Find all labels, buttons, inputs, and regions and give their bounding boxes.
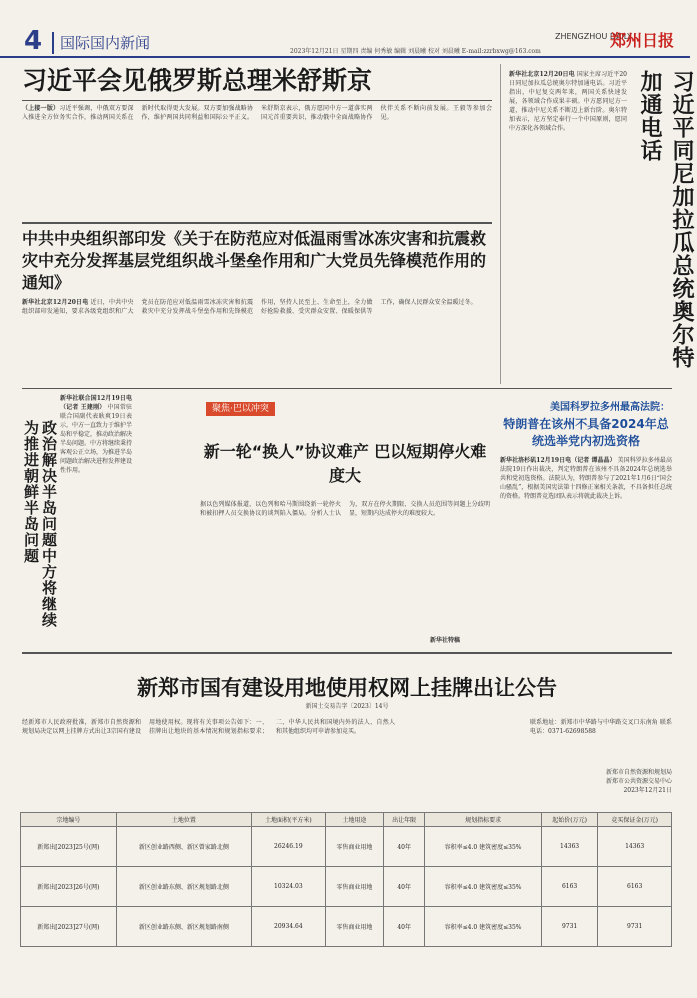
table-header: 出让年限 xyxy=(384,813,425,827)
table-row xyxy=(21,907,672,947)
feature-source: 新华社特稿 xyxy=(430,637,461,644)
section-name: 国际国内新闻 xyxy=(52,32,210,54)
us-story-body xyxy=(500,456,672,644)
table-header: 土地用途 xyxy=(325,813,383,827)
article2-dateline: 新华社北京12月20日电 xyxy=(22,299,89,306)
divider xyxy=(22,652,672,654)
land-notice-subhead: 新国土交易告字〔2023〕14号 xyxy=(305,703,389,710)
table-cell: 零售商业用地 xyxy=(325,827,383,867)
header-divider xyxy=(0,56,690,58)
lead-headline: 习近平会见俄罗斯总理米舒斯京 xyxy=(22,66,373,95)
table-cell: 20934.64 xyxy=(252,907,326,947)
table-cell: 9731 xyxy=(598,907,672,947)
page-number: 4 xyxy=(24,26,43,56)
vertical-story-title: 政治解决半岛问题中方将继续为推进朝鲜半岛问题 xyxy=(22,420,58,628)
sidebar-story xyxy=(500,64,694,384)
page-header xyxy=(0,0,690,58)
table-cell: 零售商业用地 xyxy=(325,867,383,907)
feature-headline: 新一轮“换人”协议难产 巴以短期停火难度大 xyxy=(203,442,487,485)
sidebar-title: 习近平同尼加拉瓜总统奥尔特加通电话 xyxy=(637,70,694,369)
brand-english: ZHENGZHOU DAILY xyxy=(555,32,633,41)
us-story-kicker: 美国科罗拉多州最高法院： xyxy=(550,402,670,413)
land-notice-headline: 新郑市国有建设用地使用权网上挂牌出让公告 xyxy=(137,676,557,700)
sidebar-dateline: 新华社北京12月20日电 xyxy=(509,71,575,78)
us-story-dateline: 新华社洛杉矶12月19日电（记者 谭晶晶） xyxy=(500,457,616,464)
land-notice-body: 经新郑市人民政府批准，新郑市自然资源和规划局决定以网上挂牌方式出让3宗国有建设用地使用权。现将有关事项公告如下：一、挂牌出让地块的基本情况和规划指标要求；二、中华人民共和国境内外的法人、自然人和其他组织均可申请参加竞买。 xyxy=(22,719,395,735)
divider xyxy=(22,100,492,101)
table-header: 规划指标要求 xyxy=(425,813,542,827)
table-cell: 40年 xyxy=(384,907,425,947)
table-cell: 26246.19 xyxy=(252,827,326,867)
article2-text: 近日，中共中央组织部印发通知，要求各级党组织和广大党员在防范应对低温雨雪冰冻灾害和抗震救灾中充分发挥战斗堡垒作用和先锋模范作用，坚持人民至上、生命至上，全力做好抢险救援、受灾群众安置、保暖保供等工作，确保人民群众安全温暖过冬。 xyxy=(22,299,477,315)
table-cell: 6163 xyxy=(598,867,672,907)
article2-body xyxy=(22,298,492,382)
table-cell: 容积率≤4.0 建筑密度≤35% xyxy=(425,867,542,907)
table-header: 起始价(万元) xyxy=(541,813,598,827)
table-cell: 新区创业路东侧、新区规划路北侧 xyxy=(116,867,251,907)
article2-headline: 中共中央组织部印发《关于在防范应对低温雨雪冰冻灾害和抗震救灾中充分发挥基层党组织战斗堡垒作用和广大党员先锋模范作用的通知》 xyxy=(22,229,487,292)
table-header-row xyxy=(21,813,672,827)
table-row xyxy=(21,867,672,907)
table-cell: 容积率≤4.0 建筑密度≤35% xyxy=(425,907,542,947)
vertical-story-dateline: 新华社联合国12月19日电（记者 王建刚） xyxy=(60,395,132,411)
table-header: 宗地编号 xyxy=(21,813,117,827)
vertical-story-text: 中国常驻联合国副代表耿爽19日表示，中方一直致力于维护半岛和平稳定，推动政治解决半岛问题。中方将继续秉持客观公正立场，为推进半岛问题政治解决进程发挥建设性作用。 xyxy=(60,404,133,474)
us-story-headline: 特朗普在该州不具备2024年总统选举党内初选资格 xyxy=(503,417,669,448)
sidebar-text: 国家主席习近平20日同尼加拉瓜总统奥尔特加通电话。习近平指出，中尼复交两年来，两国关系快速发展，各领域合作成果丰硕。中方愿同尼方一道，推动中尼关系不断迈上新台阶。奥尔特加表示，尼方坚定奉行一个中国原则，愿同中方深化各领域合作。 xyxy=(509,71,627,132)
table-cell: 新郑出[2023]25号(网) xyxy=(21,827,117,867)
table-cell: 40年 xyxy=(384,827,425,867)
lead-label: （上接一版） xyxy=(22,105,60,112)
divider xyxy=(22,222,492,224)
vertical-story-body xyxy=(60,394,132,644)
table-cell: 40年 xyxy=(384,867,425,907)
lead-body xyxy=(22,104,492,214)
table-cell: 容积率≤4.0 建筑密度≤35% xyxy=(425,827,542,867)
table-cell: 新郑出[2023]27号(网) xyxy=(21,907,117,947)
table-header: 竞买保证金(万元) xyxy=(598,813,672,827)
table-cell: 10324.03 xyxy=(252,867,326,907)
lead-text: 习近平强调，中俄双方要深入推进全方位务实合作，推动两国关系在新时代取得更大发展。双方要加强战略协作，维护两国共同利益和国际公平正义。米舒斯京表示，俄方愿同中方一道落实两国元首重要共识，推动俄中全面战略协作伙伴关系不断向前发展。王毅等参加会见。 xyxy=(22,105,492,121)
table-header: 土地面积(平方米) xyxy=(252,813,326,827)
brand-logo: 郑州日报 xyxy=(610,31,675,50)
table-cell: 14363 xyxy=(598,827,672,867)
table-cell: 零售商业用地 xyxy=(325,907,383,947)
us-story-text: 美国科罗拉多州最高法院19日作出裁决，判定特朗普在该州不具备2024年总统选举共和党初选资格。法院认为，特朗普参与了2021年1月6日“国会山骚乱”，根据美国宪法第十四修正案相关条款，不具备担任总统的资格。特朗普竞选团队表示将就此裁决上诉。 xyxy=(500,457,672,500)
divider xyxy=(22,388,672,389)
table-cell: 6163 xyxy=(541,867,598,907)
land-notice-signoff: 新郑市自然资源和规划局 新郑市公共资源交易中心 2023年12月21日 xyxy=(605,769,672,794)
header-info: 2023年12月21日 星期四 责编 何秀敏 编辑 刘晨曦 校对 刘晨曦 E-mail:zzrbxwg@163.com xyxy=(290,48,541,55)
table-cell: 9731 xyxy=(541,907,598,947)
table-cell: 新郑出[2023]26号(网) xyxy=(21,867,117,907)
sidebar-body xyxy=(509,70,627,380)
table-header: 土地位置 xyxy=(116,813,251,827)
table-row xyxy=(21,827,672,867)
feature-body: 据以色列媒体报道，以色列和哈马斯围绕新一轮停火和被扣押人员交换协议的谈判陷入僵局。分析人士认为，双方在停火期限、交换人员范围等问题上分歧明显，短期内达成停火的难度较大。 xyxy=(200,501,490,517)
land-notice-contact: 联系地址：新郑市中华路与中华路交叉口东南角 联系电话：0371-62698588 xyxy=(530,719,672,735)
table-cell: 新区创业路西侧、新区曾家路北侧 xyxy=(116,827,251,867)
land-parcel-table xyxy=(20,812,672,947)
table-cell: 14363 xyxy=(541,827,598,867)
feature-tag: 聚焦·巴以冲突 xyxy=(206,402,275,416)
table-cell: 新区创业路东侧、新区规划路南侧 xyxy=(116,907,251,947)
